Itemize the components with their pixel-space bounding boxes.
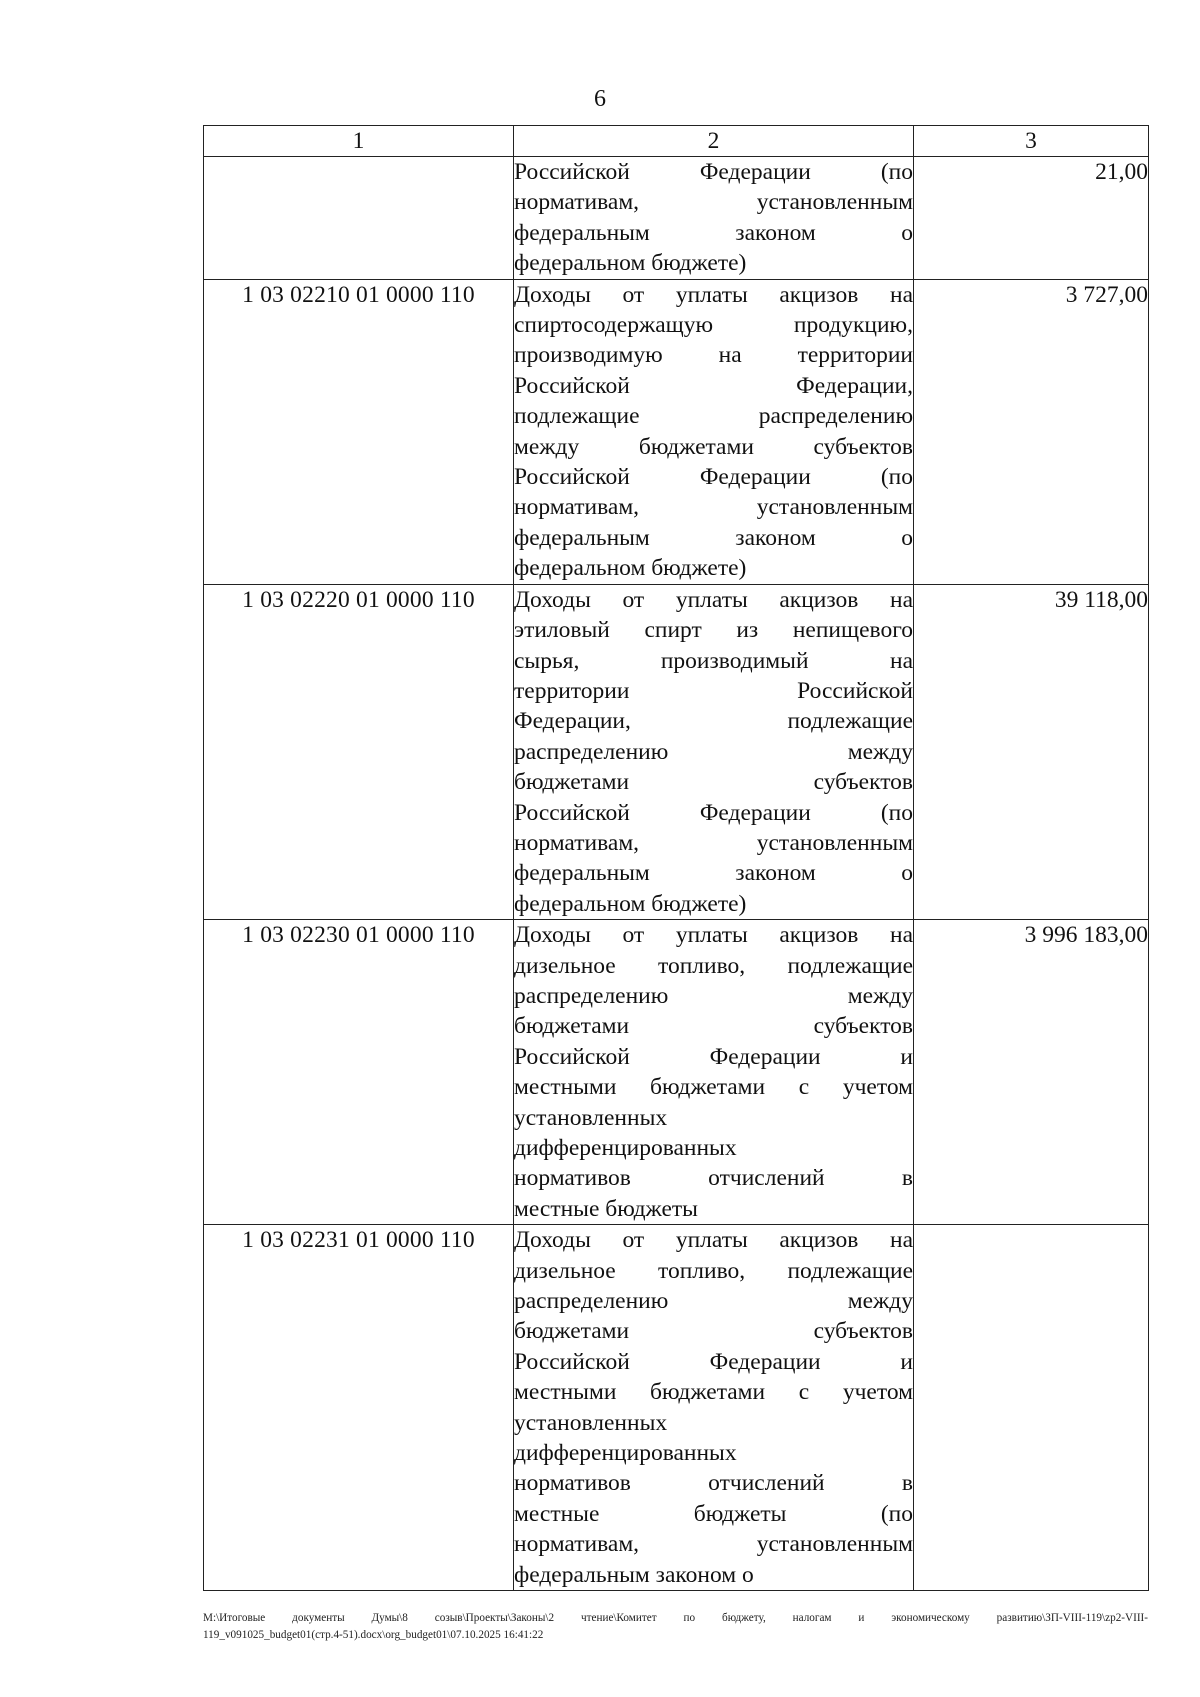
income-description	[514, 1225, 914, 1591]
description-line: между бюджетами субъектов	[514, 433, 913, 460]
description-line: нормативам, установленным	[514, 494, 913, 521]
description-line: местными бюджетами с учетом	[514, 1379, 913, 1406]
description-line: местные бюджеты (по	[514, 1500, 913, 1527]
income-description	[514, 279, 914, 584]
column-header-3: 3	[914, 126, 1149, 157]
file-path-line-1: M:\Итоговые документы Думы\8 созыв\Проекты\Законы\2 чтение\Комитет по бюджету, налогам и экономическому развитию\ЗП-VIII-119\zp2-VIII-	[203, 1612, 1148, 1624]
description-line: Российской Федерации и	[514, 1348, 913, 1375]
description-line: сырья, производимый на	[514, 647, 913, 674]
amount	[914, 1225, 1149, 1591]
description-line: установленных	[514, 1409, 668, 1436]
description-line: местные бюджеты	[514, 1195, 698, 1222]
description-line: этиловый спирт из непищевого	[514, 617, 913, 644]
description-line: Доходы от уплаты акцизов на	[514, 1227, 913, 1254]
description-line: нормативам, установленным	[514, 829, 913, 856]
description-line: дифференцированных	[514, 1135, 737, 1161]
file-path-line-2: 119_v091025_budget01(стр.4-51).docx\org_budget01\07.10.2025 16:41:22	[203, 1629, 544, 1641]
income-code: 1 03 02230 01 0000 110	[204, 920, 514, 1225]
table-row	[204, 279, 1149, 584]
description-line: федеральным законом о	[514, 1561, 754, 1588]
description-line: Доходы от уплаты акцизов на	[514, 586, 913, 613]
amount: 21,00	[914, 157, 1149, 280]
income-code: 1 03 02210 01 0000 110	[204, 279, 514, 584]
file-path-footer	[203, 1610, 1148, 1644]
amount: 39 118,00	[914, 584, 1149, 919]
description-line: производимую на территории	[514, 342, 913, 369]
description-line: нормативов отчислений в	[514, 1470, 913, 1497]
description-line: установленных	[514, 1104, 668, 1131]
table-row	[204, 1225, 1149, 1591]
description-line: Российской Федерации и	[514, 1043, 913, 1070]
amount: 3 996 183,00	[914, 920, 1149, 1225]
description-line: территории Российской	[514, 677, 913, 704]
description-line: дизельное топливо, подлежащие	[514, 1257, 913, 1284]
description-line: федеральным законом о	[514, 219, 913, 246]
description-line: Доходы от уплаты акцизов на	[514, 281, 913, 308]
table-row	[204, 920, 1149, 1225]
description-line: бюджетами субъектов	[514, 1318, 913, 1345]
description-line: федеральном бюджете)	[514, 250, 747, 277]
description-line: Российской Федерации,	[514, 372, 913, 399]
description-line: дизельное топливо, подлежащие	[514, 952, 913, 979]
column-header-1: 1	[204, 126, 514, 157]
description-line: федеральном бюджете)	[514, 555, 747, 582]
description-line: бюджетами субъектов	[514, 1013, 913, 1040]
description-line: Доходы от уплаты акцизов на	[514, 922, 913, 949]
column-header-2: 2	[514, 126, 914, 157]
description-line: федеральном бюджете)	[514, 890, 747, 917]
description-line: Федерации, подлежащие	[514, 708, 913, 735]
table-row	[204, 157, 1149, 280]
description-line: нормативов отчислений в	[514, 1165, 913, 1192]
income-description	[514, 920, 914, 1225]
description-line: федеральным законом о	[514, 860, 913, 887]
income-code: 1 03 02220 01 0000 110	[204, 584, 514, 919]
description-line: бюджетами субъектов	[514, 769, 913, 796]
description-line: дифференцированных	[514, 1440, 737, 1467]
table-row	[204, 584, 1149, 919]
budget-table	[203, 125, 1149, 1591]
page-number: 6	[594, 86, 606, 112]
table-header-row	[204, 126, 1149, 157]
income-description	[514, 584, 914, 919]
description-line: Российской Федерации (по	[514, 464, 913, 491]
description-line: Российской Федерации (по	[514, 159, 913, 185]
description-line: распределению между	[514, 1288, 913, 1315]
income-code	[204, 157, 514, 280]
description-line: распределению между	[514, 738, 913, 765]
description-line: Российской Федерации (по	[514, 799, 913, 826]
description-line: спиртосодержащую продукцию,	[514, 312, 913, 339]
income-description	[514, 157, 914, 280]
amount: 3 727,00	[914, 279, 1149, 584]
income-code: 1 03 02231 01 0000 110	[204, 1225, 514, 1591]
description-line: распределению между	[514, 982, 913, 1009]
description-line: местными бюджетами с учетом	[514, 1074, 913, 1101]
description-line: подлежащие распределению	[514, 403, 913, 430]
description-line: нормативам, установленным	[514, 189, 913, 216]
description-line: нормативам, установленным	[514, 1531, 913, 1558]
description-line: федеральным законом о	[514, 524, 913, 551]
